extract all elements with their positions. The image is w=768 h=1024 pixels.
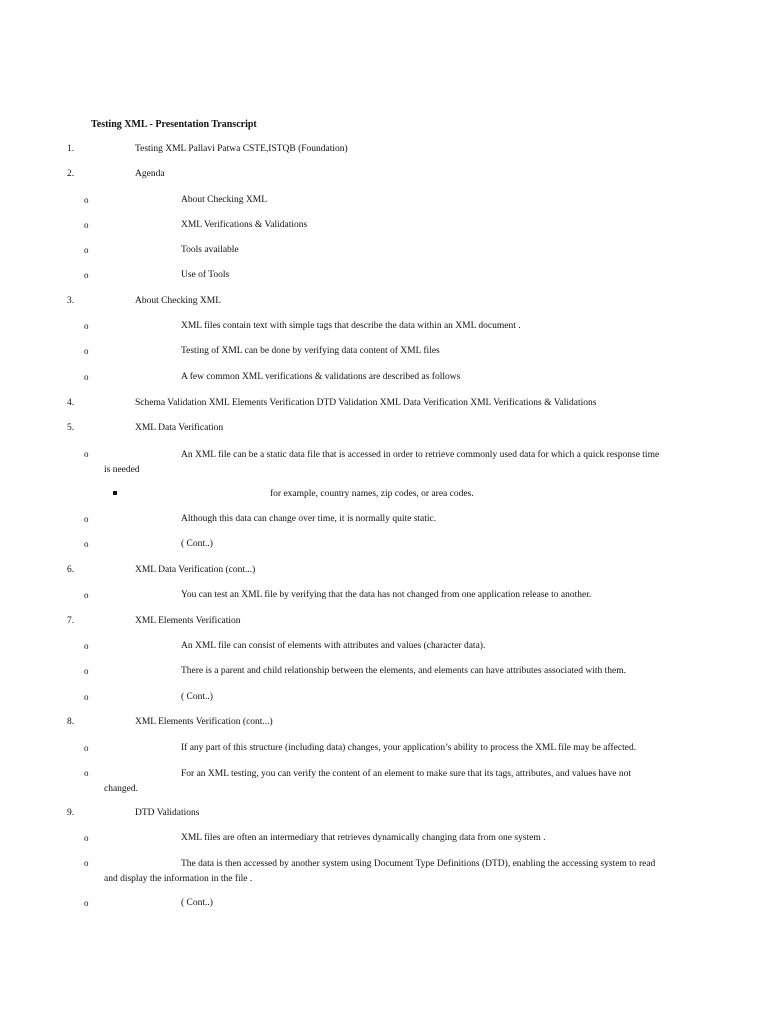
slide-heading: Schema Validation XML Elements Verification DTD Validation XML Data Verification XML Verifications & Validations	[135, 398, 597, 408]
circle-bullet-icon: o	[84, 641, 89, 651]
circle-bullet-icon: o	[84, 514, 89, 524]
circle-bullet-icon: o	[84, 372, 89, 382]
bullet-text: A few common XML verifications & validations are described as follows	[181, 372, 461, 382]
slide-number: 5.	[67, 423, 75, 433]
circle-bullet-icon: o	[84, 768, 89, 778]
circle-bullet-icon: o	[84, 743, 89, 753]
bullet-text: Although this data can change over time, it is normally quite static.	[181, 514, 437, 524]
bullet-text: ( Cont..)	[181, 539, 213, 549]
slide-number: 8.	[67, 717, 75, 727]
circle-bullet-icon: o	[84, 220, 89, 230]
slide-heading: XML Elements Verification	[135, 616, 241, 626]
bullet-text: There is a parent and child relationship between the elements, and elements can have attributes associated with them.	[181, 666, 627, 676]
bullet-text: If any part of this structure (including data) changes, your application’s ability to process the XML file may be affected.	[181, 743, 637, 753]
circle-bullet-icon: o	[84, 195, 89, 205]
slide-heading: About Checking XML	[135, 296, 222, 306]
bullet-text: ( Cont..)	[181, 692, 213, 702]
circle-bullet-icon: o	[84, 539, 89, 549]
slide-number: 7.	[67, 616, 75, 626]
square-bullet-icon	[113, 491, 117, 495]
slide-heading: Agenda	[135, 169, 165, 179]
sub-bullet-text: for example, country names, zip codes, or area codes.	[270, 489, 474, 499]
circle-bullet-icon: o	[84, 270, 89, 280]
slide-number: 2.	[67, 169, 75, 179]
transcript-title: Testing XML - Presentation Transcript	[91, 119, 257, 130]
circle-bullet-icon: o	[84, 590, 89, 600]
slide-number: 1.	[67, 144, 75, 154]
circle-bullet-icon: o	[84, 245, 89, 255]
bullet-text: An XML file can be a static data file that is accessed in order to retrieve commonly used data for which a quick response time is needed	[104, 450, 660, 475]
circle-bullet-icon: o	[84, 321, 89, 331]
slide-heading: DTD Validations	[135, 808, 200, 818]
circle-bullet-icon: o	[84, 858, 89, 868]
slide-heading: Testing XML Pallavi Patwa CSTE,ISTQB (Foundation)	[135, 144, 348, 154]
slide-number: 3.	[67, 296, 75, 306]
bullet-text: The data is then accessed by another system using Document Type Definitions (DTD), enabling the accessing system to read and display the information in the file .	[104, 859, 656, 884]
bullet-text: For an XML testing, you can verify the content of an element to make sure that its tags, attributes, and values have not changed.	[104, 769, 631, 794]
bullet-text: XML files contain text with simple tags that describe the data within an XML document .	[181, 321, 521, 331]
bullet-text: XML Verifications & Validations	[181, 220, 308, 230]
circle-bullet-icon: o	[84, 666, 89, 676]
bullet-text: XML files are often an intermediary that retrieves dynamically changing data from one system .	[181, 833, 546, 843]
bullet-text: Use of Tools	[181, 270, 230, 280]
bullet-text: An XML file can consist of elements with attributes and values (character data).	[181, 641, 486, 651]
bullet-text: Tools available	[181, 245, 239, 255]
slide-number: 4.	[67, 398, 75, 408]
slide-heading: XML Elements Verification (cont...)	[135, 717, 273, 727]
circle-bullet-icon: o	[84, 692, 89, 702]
bullet-text: About Checking XML	[181, 195, 268, 205]
circle-bullet-icon: o	[84, 833, 89, 843]
circle-bullet-icon: o	[84, 898, 89, 908]
slide-number: 9.	[67, 808, 75, 818]
circle-bullet-icon: o	[84, 346, 89, 356]
bullet-text: You can test an XML file by verifying that the data has not changed from one application release to another.	[181, 590, 592, 600]
slide-number: 6.	[67, 565, 75, 575]
bullet-text: Testing of XML can be done by verifying data content of XML files	[181, 346, 440, 356]
slide-heading: XML Data Verification (cont...)	[135, 565, 256, 575]
bullet-text: ( Cont..)	[181, 898, 213, 908]
slide-heading: XML Data Verification	[135, 423, 224, 433]
circle-bullet-icon: o	[84, 449, 89, 459]
